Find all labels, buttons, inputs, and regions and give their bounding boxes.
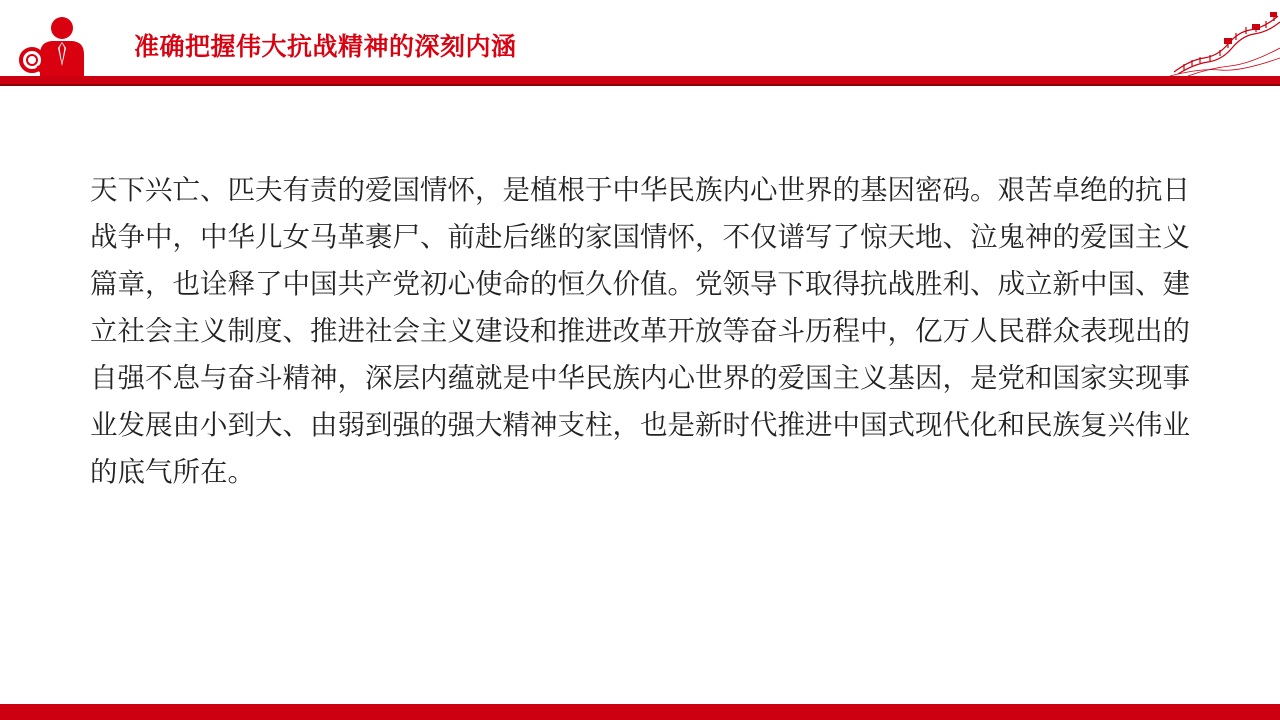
header-divider-shadow	[0, 84, 1280, 86]
person-search-icon	[18, 14, 86, 78]
header-divider	[0, 76, 1280, 84]
page-title: 准确把握伟大抗战精神的深刻内涵	[134, 32, 517, 61]
great-wall-icon	[1170, 8, 1280, 76]
body-paragraph: 天下兴亡、匹夫有责的爱国情怀，是植根于中华民族内心世界的基因密码。艰苦卓绝的抗日战争中，中华儿女马革裹尸、前赴后继的家国情怀，不仅谱写了惊天地、泣鬼神的爱国主义篇章，也诠释了中国共产党初心使命的恒久价值。党领导下取得抗战胜利、成立新中国、建立社会主义制度、推进社会主义建设和推进改革开放等奋斗历程中，亿万人民群众表现出的自强不息与奋斗精神，深层内蕴就是中华民族内心世界的爱国主义基因，是党和国家实现事业发展由小到大、由弱到强的强大精神支柱，也是新时代推进中国式现代化和民族复兴伟业的底气所在。	[90, 174, 1190, 488]
footer-bar	[0, 704, 1280, 720]
